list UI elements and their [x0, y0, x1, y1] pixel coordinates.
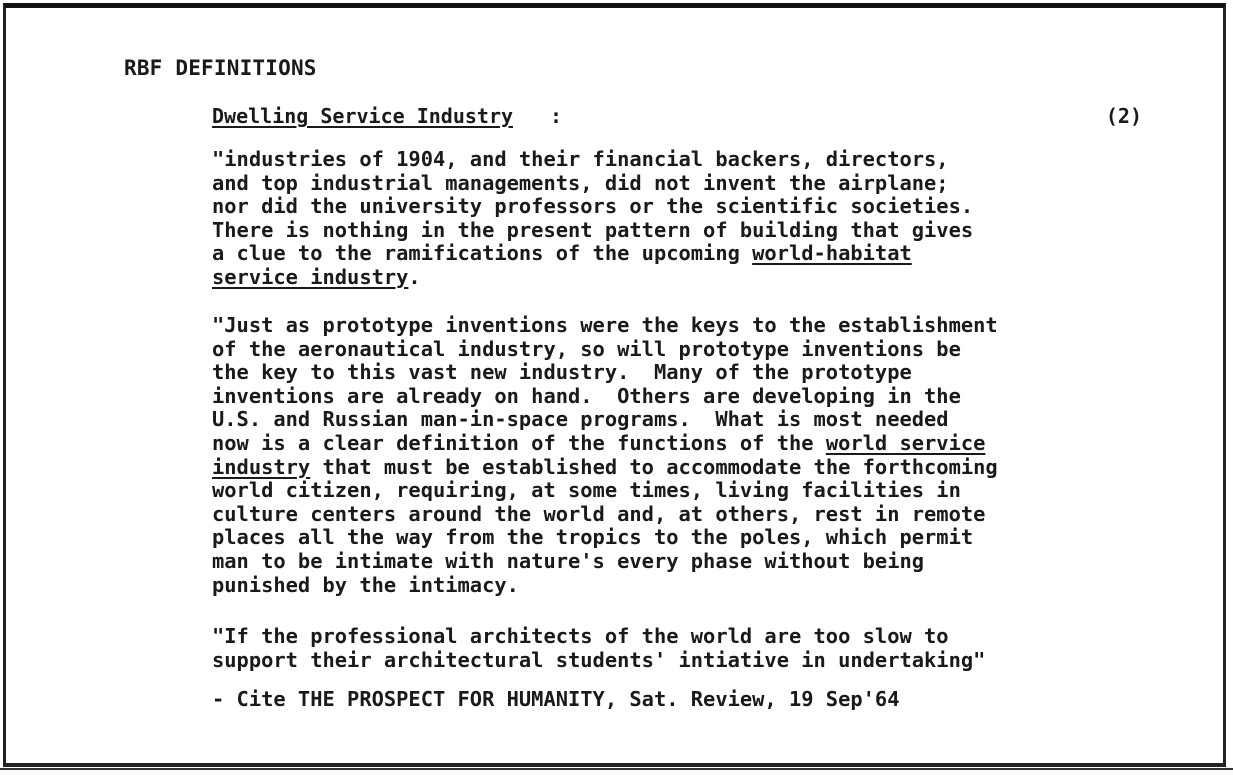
p1-line-1: "industries of 1904, and their financial backers, directors, [212, 147, 949, 171]
p2-line-4: inventions are already on hand. Others are developing in the [212, 383, 961, 408]
p2-line-7-suffix: that must be established to accommodate the forthcoming [310, 454, 998, 479]
p1-line-5-prefix: a clue to the ramifications of the upcoming [212, 241, 753, 266]
p2-line-6-underlined: world service [825, 430, 986, 455]
document-heading: RBF DEFINITIONS [124, 56, 317, 80]
p2-line-6-prefix: now is a clear definition of the functions of the [212, 430, 826, 455]
paragraph-2 [212, 314, 998, 597]
page-bottom-edge [0, 768, 1233, 775]
p1-line-3: nor did the university professors or the scientific societies. [212, 194, 974, 219]
p2-line-7-underlined: industry [212, 454, 311, 479]
p2-line-9: culture centers around the world and, at others, rest in remote [212, 501, 986, 526]
p1-line-5-underlined: world-habitat [752, 241, 912, 266]
p1-line-2: and top industrial managements, did not invent the airplane; [212, 170, 949, 195]
term-row [212, 104, 1142, 132]
p3-line-1: "If the professional architects of the world are too slow to [212, 624, 949, 648]
term-colon: : [550, 104, 563, 128]
p2-line-12: punished by the intimacy. [212, 572, 519, 597]
citation: - Cite THE PROSPECT FOR HUMANITY, Sat. Review, 19 Sep'64 [212, 687, 900, 711]
page-number: (2) [1105, 104, 1142, 128]
p2-line-11: man to be intimate with nature's every phase without being [212, 548, 925, 573]
term-title [212, 104, 513, 128]
p1-line-6-suffix: . [408, 264, 421, 289]
paragraph-3 [212, 625, 985, 672]
p2-line-3: the key to this vast new industry. Many of the prototype [212, 360, 912, 385]
paragraph-1 [212, 148, 973, 290]
p2-line-2: of the aeronautical industry, so will prototype inventions be [212, 336, 961, 361]
p3-line-2: support their architectural students' intiative in undertaking" [212, 647, 986, 672]
p2-line-8: world citizen, requiring, at some times, living facilities in [212, 478, 961, 503]
p2-line-10: places all the way from the tropics to the poles, which permit [212, 525, 974, 550]
p1-line-6-underlined: service industry [212, 264, 409, 289]
term-title-text: Dwelling Service Industry [212, 104, 514, 128]
p1-line-4: There is nothing in the present pattern of building that gives [212, 217, 974, 242]
p2-line-5: U.S. and Russian man-in-space programs. What is most needed [212, 407, 949, 432]
p2-line-1: "Just as prototype inventions were the keys to the establishment [212, 313, 998, 337]
